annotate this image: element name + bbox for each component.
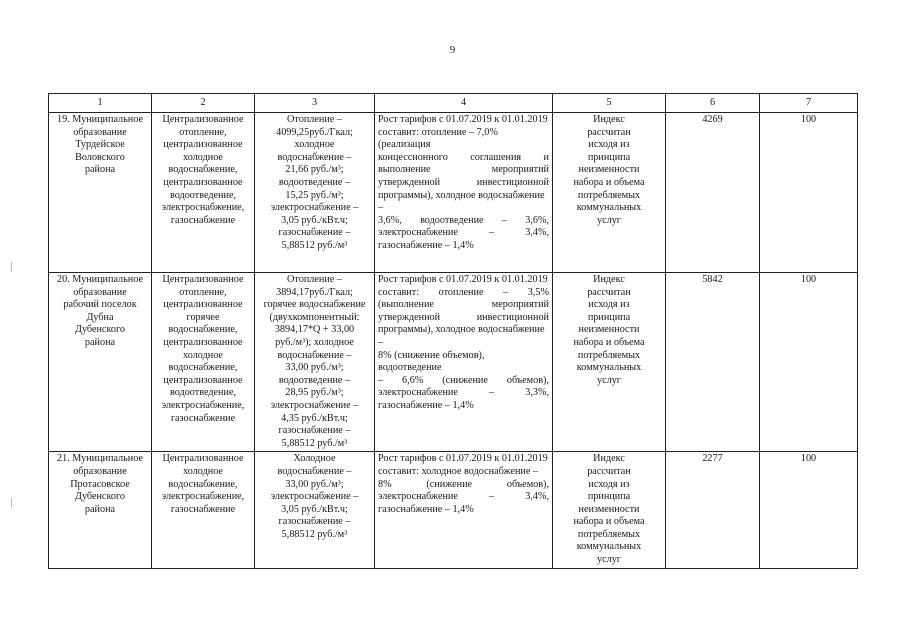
cell-line: Индекс [593,114,625,125]
cell-word: мероприятий [491,164,549,176]
header-cell: 2 [152,94,255,113]
cell-word: отопление [438,286,484,298]
tariff-table [48,93,858,569]
cell-word: утвержденной [378,176,441,188]
cell-line: (двухкомпонентный: [269,311,360,323]
cell-line [378,400,549,413]
cell-word: 6,6% [402,374,424,386]
cell-word: газоснабжение – 1,4% [378,239,474,251]
cell-word: программы), холодное водоснабжение – [378,324,545,348]
cell-line: централизованное [163,336,243,348]
table-row [49,452,858,568]
cell-line: 5,88512 руб./м³ [281,528,348,540]
cell-line: Индекс [593,274,625,285]
cell-word: Рост тарифов с 01.07.2019 к 01.01.2019 [378,453,548,465]
cell-line [378,227,549,240]
tariffs-cell [255,452,375,568]
cell-line: принципа [587,491,631,503]
cell-line: водоснабжение – [277,465,352,477]
cell-line: 3,05 руб./кВт.ч; [281,214,348,226]
cell-word: составит: отопление – 7,0% (реализация [378,126,498,151]
cell-line [378,312,549,325]
cell-word: электроснабжение [378,491,458,503]
cell-line: 33,00 руб./м³; [285,478,344,490]
cell-line [378,287,549,300]
cell-line: коммунальных [576,202,642,214]
cell-line: набора и объема [573,336,645,348]
cell-word: 3,4%, [525,491,549,503]
scan-artifact [11,498,12,508]
cell-line [378,164,549,177]
cell-word: (выполнение [378,299,434,311]
cell-line: 33,00 руб./м³; [285,362,344,374]
population-cell: 4269 [666,113,760,273]
cell-line: 4099,25руб./Гкал; [276,126,353,138]
table-row [49,113,858,273]
cell-line [378,299,549,312]
cell-word: 3,5% [527,286,549,298]
cell-line [378,274,549,287]
cell-line: 5,88512 руб./м³ [281,239,348,251]
cell-line: 3894,17руб./Гкал; [276,286,353,298]
cell-word: электроснабжение [378,227,458,239]
cell-line: Индекс [593,453,625,465]
cell-line: холодное [183,151,223,163]
cell-line: водоснабжение, [168,324,238,336]
cell-line: водоотведение, [169,387,237,399]
cell-line [378,324,549,349]
cell-word: 8% [378,478,392,490]
header-cell: 5 [553,94,666,113]
cell-word: Рост тарифов с 01.07.2019 к 01.01.2019 [378,114,548,125]
share-cell: 100 [760,273,858,452]
population-cell: 5842 [666,273,760,452]
cell-line [378,177,549,190]
header-cell: 3 [255,94,375,113]
cell-line: электроснабжение, [161,399,245,411]
cell-word: 3,3%, [525,387,549,399]
cell-line: 3894,17*Q + 33,00 [274,324,355,336]
cell-word: Рост тарифов с 01.07.2019 к 01.01.2019 [378,274,548,285]
page-number: 9 [449,44,456,56]
header-row [49,94,858,113]
cell-line: электроснабжение – [270,202,359,214]
cell-word: – [378,374,384,386]
cell-line: Дубенского [75,324,125,336]
cell-line: Централизованное [162,274,244,285]
cell-line [378,215,549,228]
cell-word: электроснабжение [378,387,458,399]
cell-line: водоснабжение – [277,349,352,361]
share-cell: 100 [760,113,858,273]
cell-line: водоотведение, [169,189,237,201]
cell-line: электроснабжение, [161,491,245,503]
cell-line [378,387,549,400]
cell-line: отопление, [179,126,227,138]
cell-line: услуг [597,554,621,566]
cell-line: газоснабжение – [278,227,351,239]
header-cell: 7 [760,94,858,113]
services-cell [152,273,255,452]
cell-line: водоотведение – [278,374,351,386]
cell-line: централизованное [163,176,243,188]
cell-line: района [84,336,116,348]
share-cell: 100 [760,452,858,568]
cell-line: холодное [183,465,223,477]
cell-line: 28,95 руб./м³; [285,387,344,399]
cell-line: водоотведение – [278,176,351,188]
tariffs-cell [255,273,375,452]
cell-word: (снижение [442,374,488,386]
cell-line [378,453,549,466]
cell-line [378,240,549,253]
cell-word: 8% (снижение объемов), водоотведение [378,349,485,374]
cell-word: соглашения [470,151,522,163]
cell-line: потребляемых [577,189,641,201]
cell-line: холодное [183,349,223,361]
cell-word: – [489,491,495,503]
cell-line: Централизованное [162,453,244,465]
cell-word: инвестиционной [476,311,549,323]
index-note-cell [553,273,666,452]
cell-word: – [501,214,507,226]
cell-word: объемов), [506,478,549,490]
cell-word: программы), холодное водоснабжение – [378,189,545,214]
cell-line: горячее водоснабжение [263,299,366,311]
cell-line: Отопление – [287,114,342,125]
cell-line: централизованное [163,374,243,386]
cell-word: – [489,227,495,239]
cell-line: Протасовское [70,478,130,490]
cell-word: газоснабжение – 1,4% [378,399,474,411]
cell-line: исходя из [588,139,630,151]
cell-line: 20. Муниципальное [57,274,143,285]
tariffs-cell [255,113,375,273]
cell-line: горячее [186,311,220,323]
growth-cell [375,113,553,273]
municipality-cell [49,452,152,568]
cell-line: Дубенского [75,491,125,503]
cell-word: 3,4%, [525,227,549,239]
municipality-cell [49,113,152,273]
municipality-cell [49,273,152,452]
cell-word: (снижение [426,478,473,490]
services-cell [152,452,255,568]
cell-line: потребляемых [577,528,641,540]
cell-line [378,504,549,517]
services-cell [152,113,255,273]
cell-line [378,479,549,492]
cell-line: 4,35 руб./кВт.ч; [281,412,348,424]
cell-word: газоснабжение – 1,4% [378,503,474,515]
cell-word: и [543,151,549,163]
cell-word: 3,6%, [378,214,402,226]
cell-line: централизованное [163,299,243,311]
cell-line: неизменности [578,164,640,176]
cell-word: водоотведение [420,214,484,226]
cell-line: газоснабжение [170,214,236,226]
cell-line: рассчитан [587,126,631,138]
header-cell: 4 [375,94,553,113]
cell-line: 5,88512 руб./м³ [281,437,348,449]
cell-line: электроснабжение – [270,491,359,503]
index-note-cell [553,452,666,568]
cell-line: отопление, [179,286,227,298]
header-cell: 6 [666,94,760,113]
cell-line: Дубна [86,311,114,323]
cell-line: потребляемых [577,349,641,361]
growth-cell [375,452,553,568]
population-cell: 2277 [666,452,760,568]
cell-word: составит: [378,286,420,298]
cell-line [378,491,549,504]
cell-line: коммунальных [576,541,642,553]
cell-line: Отопление – [287,274,342,285]
table-row [49,273,858,452]
cell-line: рассчитан [587,465,631,477]
cell-line: 15,25 руб./м³; [285,189,344,201]
cell-line [378,127,549,152]
cell-line: газоснабжение [170,503,236,515]
cell-line: водоснабжение, [168,164,238,176]
scan-artifact [11,262,12,272]
cell-line: Турдейское [75,139,125,151]
cell-line: образование [73,465,127,477]
cell-line [378,466,549,479]
cell-line: руб./м³); холодное [275,336,354,348]
cell-line: Холодное [293,453,336,465]
cell-line: водоснабжение – [277,151,352,163]
cell-line [378,114,549,127]
cell-line: Централизованное [162,114,244,125]
cell-line: газоснабжение [170,412,236,424]
cell-word: 3,6%, [525,214,549,226]
cell-line: исходя из [588,299,630,311]
cell-line: централизованное [163,139,243,151]
cell-line: исходя из [588,478,630,490]
cell-word: – [489,387,495,399]
cell-line: 21,66 руб./м³; [285,164,344,176]
cell-line: 21. Муниципальное [57,453,143,465]
cell-line: электроснабжение – [270,399,359,411]
cell-line: газоснабжение – [278,516,351,528]
cell-line: неизменности [578,324,640,336]
cell-line: 3,05 руб./кВт.ч; [281,503,348,515]
cell-word: утвержденной [378,311,441,323]
cell-line: газоснабжение – [278,425,351,437]
cell-line: набора и объема [573,516,645,528]
cell-line: 19. Муниципальное [57,114,143,125]
cell-line: рассчитан [587,286,631,298]
cell-word: инвестиционной [476,176,549,188]
cell-line: района [84,164,116,176]
cell-line: электроснабжение, [161,202,245,214]
cell-word: выполнение [378,164,431,176]
cell-line: образование [73,286,127,298]
cell-line: неизменности [578,503,640,515]
cell-word: концессионного [378,151,448,163]
cell-line: принципа [587,151,631,163]
cell-line: района [84,503,116,515]
cell-line: рабочий поселок [63,299,137,311]
cell-line: коммунальных [576,362,642,374]
cell-line: водоснабжение, [168,478,238,490]
growth-cell [375,273,553,452]
cell-line [378,190,549,215]
cell-line [378,375,549,388]
cell-word: объемов), [506,374,549,386]
cell-line: водоснабжение, [168,362,238,374]
cell-word: мероприятий [491,299,549,311]
cell-word: – [503,286,509,298]
cell-line: услуг [597,374,621,386]
cell-word: составит: холодное водоснабжение – [378,465,539,477]
cell-line [378,152,549,165]
cell-line: набора и объема [573,176,645,188]
cell-line [378,350,549,375]
cell-line: Воловского [75,151,125,163]
cell-line: услуг [597,214,621,226]
cell-line: образование [73,126,127,138]
cell-line: принципа [587,311,631,323]
header-cell: 1 [49,94,152,113]
cell-line: холодное [294,139,335,151]
index-note-cell [553,113,666,273]
